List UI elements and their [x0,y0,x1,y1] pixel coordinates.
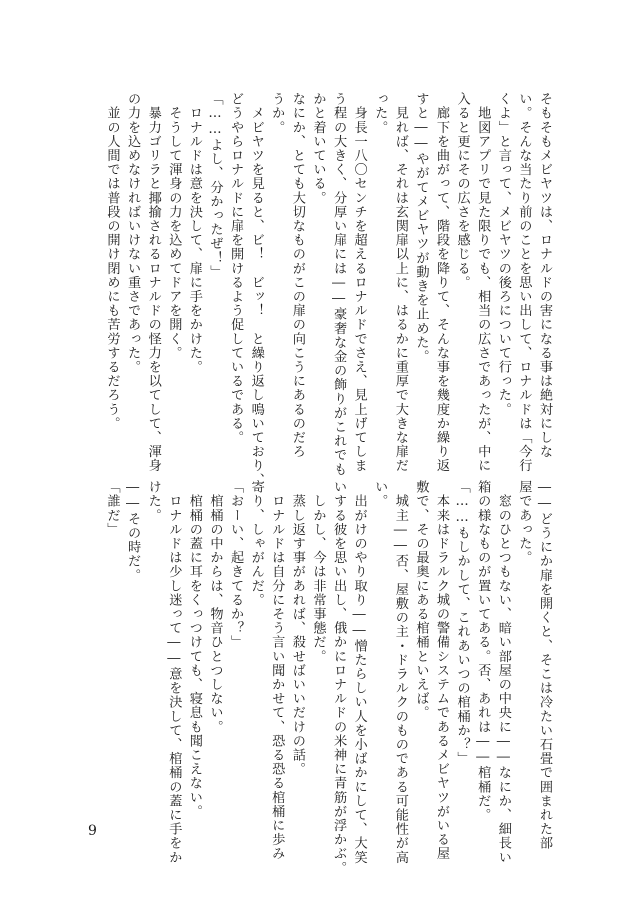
text-line: ロナルドは意を決して、扉に手をかけた。 [186,92,202,374]
text-line: かと着いている。 [310,92,326,205]
text-line: の力を込めなければいけない重さであった。 [125,92,141,374]
text-line: うか。 [269,92,285,135]
text-line: そもそもメビヤツは、ロナルドの害になる事は絶対にしな [537,92,552,459]
lower-text-block [101,480,554,875]
text-line: 「おーい、起きてるか？」 [228,480,244,650]
text-line: 敷で、その最奥にある棺桶といえば。 [413,480,429,720]
text-line: 棺桶の中からは、物音ひとつしない。 [207,480,223,734]
text-line: ――その時だ。 [125,480,141,583]
text-line: 出がけのやり取り――憎たらしい人を小ばかにして、大笑 [351,480,367,865]
text-line: けた。 [145,480,161,523]
text-line: い。 [372,480,388,509]
text-line: 地図アプリで見た限りでも、相当の広さであったが、中に [475,92,491,473]
text-line: い。そんな当たり前のことを思い出して、ロナルドは「今行 [516,92,532,473]
page-number: 9 [88,823,97,839]
text-line: どうやらロナルドに扉を開けるよう促しているである。 [228,92,244,445]
text-line: 棺桶の蓋に耳をくっつけても、寝息も聞こえない。 [186,480,202,819]
text-line: しかし、今は非常事態だ。 [310,480,326,664]
upper-text-block [101,92,554,487]
text-line: 並の人間では普段の開け閉めにも苦労するだろう。 [104,92,120,431]
text-line: 蒸し返す事があれば、殺せばいいだけの話。 [289,480,305,777]
text-line: なにか、とても大切なものがこの扉の向こうにあるのだろ [289,92,305,459]
text-line: 寄り、しゃがんだ。 [248,480,264,607]
text-line: 箱の様なものが置いてある。否、あれは――棺桶だ。 [475,480,491,822]
text-line: すと――やがてメビヤツが動きを止めた。 [413,92,429,364]
text-line: 「……もしかして、これあいつの棺桶か？」 [454,480,470,766]
text-line: 本来はドラルク城の警備システムであるメビヤツがいる屋 [434,480,450,861]
text-line: メビヤツを見ると、ビ！ ビッ！ と繰り返し鳴いており、 [248,92,264,487]
text-line: 「誰だ」 [104,480,120,537]
text-line: 城主――否、屋敷の主・ドラルクのものである可能性が高 [392,480,408,865]
text-line: いする彼を思い出し、俄かにロナルドの米神に青筋が浮かぶ。 [331,480,347,875]
text-line: 暴力ゴリラと揶揄されるロナルドの怪力を以てして、渾身 [145,92,161,473]
text-line: 廊下を曲がって、階段を降りて、そんな事を幾度か繰り返 [434,92,450,473]
text-line: 身長一八〇センチを超えるロナルドでさえ、見上げてしま [351,92,367,473]
text-line: 「……よし、分かったぜ！」 [207,92,223,279]
text-line: 入ると更にその広さを感じる。 [454,92,470,290]
text-line: くよ」と言って、メビヤツの後ろについて行った。 [495,92,511,417]
text-line: った。 [372,92,388,135]
text-line: 窓のひとつもない、暗い部屋の中央に――なにか、細長い [495,480,511,865]
text-line: う程の大きく、分厚い扉には――豪奢な金の飾りがこれでも [331,92,347,477]
text-line: 見れば、それは玄関扉以上に、はるかに重厚で大きな扉だ [392,92,408,473]
text-line: そうして渾身の力を込めてドアを開く。 [166,92,182,360]
text-line: 屋であった。 [516,480,532,565]
text-line: ――どうにか扉を開くと、そこは冷たい石畳で囲まれた部 [537,480,552,851]
text-line: ロナルドは自分にそう言い聞かせて、恐る恐る棺桶に歩み [269,480,285,861]
text-line: ロナルドは少し迷って――意を決して、棺桶の蓋に手をか [166,480,182,865]
